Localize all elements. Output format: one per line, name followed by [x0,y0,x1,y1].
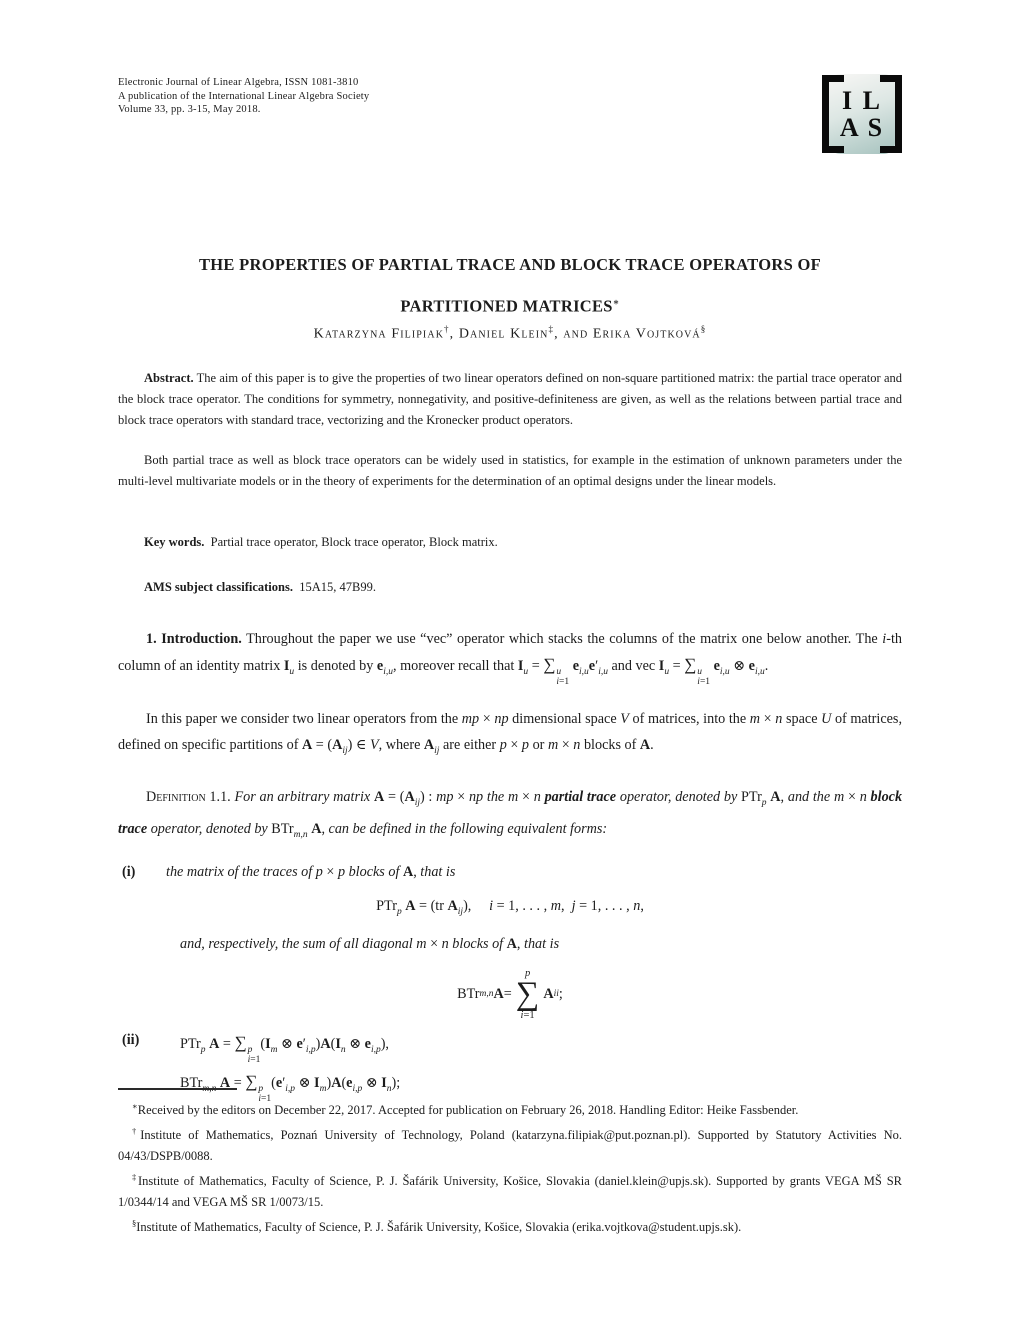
footnote-affiliation-3: §Institute of Mathematics, Faculty of Science, P. J. Šafárik University, Košice, Slovakia (erika.vojtkova@student.upjs.sk). [132,1218,742,1235]
logo-text-top: I L [842,86,882,115]
item-ii-label: (ii) [122,1032,140,1048]
paper-title [0,246,1020,326]
item-i-label: (i) [122,864,136,880]
equation-block-trace: BTr m,n A = p ∑ i=1 A ii ; [457,967,563,1021]
intro-paragraph-2: In this paper we consider two linear operators from the mp × np dimensional space V of matrices, into the m × n space U of matrices, defined on specific partitions of $A = (A_{ij})$ ∈ V, where $A_{ij}$ are either p × p or m × n blocks of A. [118,711,902,756]
footnote-received: ∗Received by the editors on December 22, 2017. Accepted for publication on February 26, 2018. Handling Editor: Heike Fassbender. [132,1101,799,1118]
journal-volume: Volume 33, pp. 3-15, May 2018. [118,104,261,115]
item-ii-formula-1: PTr$_p$ A = ∑ p i=1 ($I_m$ ⊗ $e'_{i,p})A(I_n$ ⊗ $e_{i,p}$), [180,1033,389,1065]
authors-line: Katarzyna Filipiak†, Daniel Klein‡, and Erika Vojtková§ [313,324,707,342]
list-item-ii [122,1030,902,1104]
logo-text-bottom: A S [839,113,885,142]
paper-title-line-1: THE PROPERTIES OF PARTIAL TRACE AND BLOCK TRACE OPERATORS OF [198,255,822,274]
item-ii-formula-2: BTr$_{m,n}$ A = ∑ p i=1 ($e'_{i,p}$ ⊗ $I_m)A(e_{i,p}$ ⊗ $I_n$); [180,1072,401,1104]
item-ii-formulas [180,1030,400,1104]
item-i-text: the matrix of the traces of p × p blocks of A, that is [166,864,456,880]
ams-classifications-line: AMS subject classifications. 15A15, 47B99. [144,580,376,594]
abstract-paragraph-1: Abstract. The aim of this paper is to give the properties of two linear operators defined on non-square partitioned matrix: the partial trace operator and the block trace operator. The conditions for symmetry, nonnegativity, and positive-definiteness are given, as well as the relations between partial trace and block trace operators with standard trace, vectorizing and the Kronecker product operators. [118,371,902,427]
abstract-paragraph-2: Both partial trace as well as block trace operators can be widely used in statistics, for example in the estimation of unknown parameters under the multi-level multivariate models or in the theory of experiments for the determination of an optimal designs under the linear models. [118,453,902,488]
logo-right-bracket-icon [880,75,902,153]
logo-left-bracket-icon [822,75,844,153]
item-i-continuation: and, respectively, the sum of all diagonal m × n blocks of A, that is [180,936,560,952]
equation-partial-trace: PTr$_p$ A = (tr $A_{ij}$), i = 1, . . . , m, j = 1, . . . , n, [376,898,644,917]
paper-title-line-2: PARTITIONED MATRICES∗ [400,296,620,316]
journal-header [118,76,369,117]
journal-name: Electronic Journal of Linear Algebra, ISSN 1081-3810 [118,77,359,88]
ilas-logo [822,74,902,154]
journal-publisher: A publication of the International Linear Algebra Society [118,90,370,102]
keywords-line: Key words. Partial trace operator, Block trace operator, Block matrix. [144,535,498,549]
footnotes [118,1096,902,1239]
list-item-i [122,864,902,881]
intro-paragraph-1: 1. Introduction. Throughout the paper we use “vec” operator which stacks the columns of the matrix one below another. The i-th column of an identity matrix $I_u$ is denoted by $e_{i,u}$, moreover recall that $I_u$ = ∑ u i=1 $e_{i,u}e'_{i,u}$ and vec $I_u$ = ∑ u i=1 $e_{i,u}$ ⊗ $e_{i,u}$. [118,631,903,687]
footnote-affiliation-2: ‡Institute of Mathematics, Faculty of Science, P. J. Šafárik University, Košice, Slovakia (daniel.klein@upjs.sk). Supported by grants VEGA MŠ SR 1/0344/14 and VEGA MŠ SR 1/0073/15. [118,1172,903,1210]
definition-1-1: Definition 1.1. For an arbitrary matrix $A = (A_{ij})$ : mp × np the m × n partial trace operator, denoted by PTr$_p$ A, and the m × n block trace operator, denoted by BTr$_{m,n}$ A, can be defined in the following equivalent forms: [118,789,903,840]
footnote-affiliation-1: †Institute of Mathematics, Poznań University of Technology, Poland (katarzyna.filipiak@put.poznan.pl). Supported by Statutory Activities No. 04/43/DSPB/0088. [118,1126,903,1164]
footnote-rule [118,1088,237,1090]
